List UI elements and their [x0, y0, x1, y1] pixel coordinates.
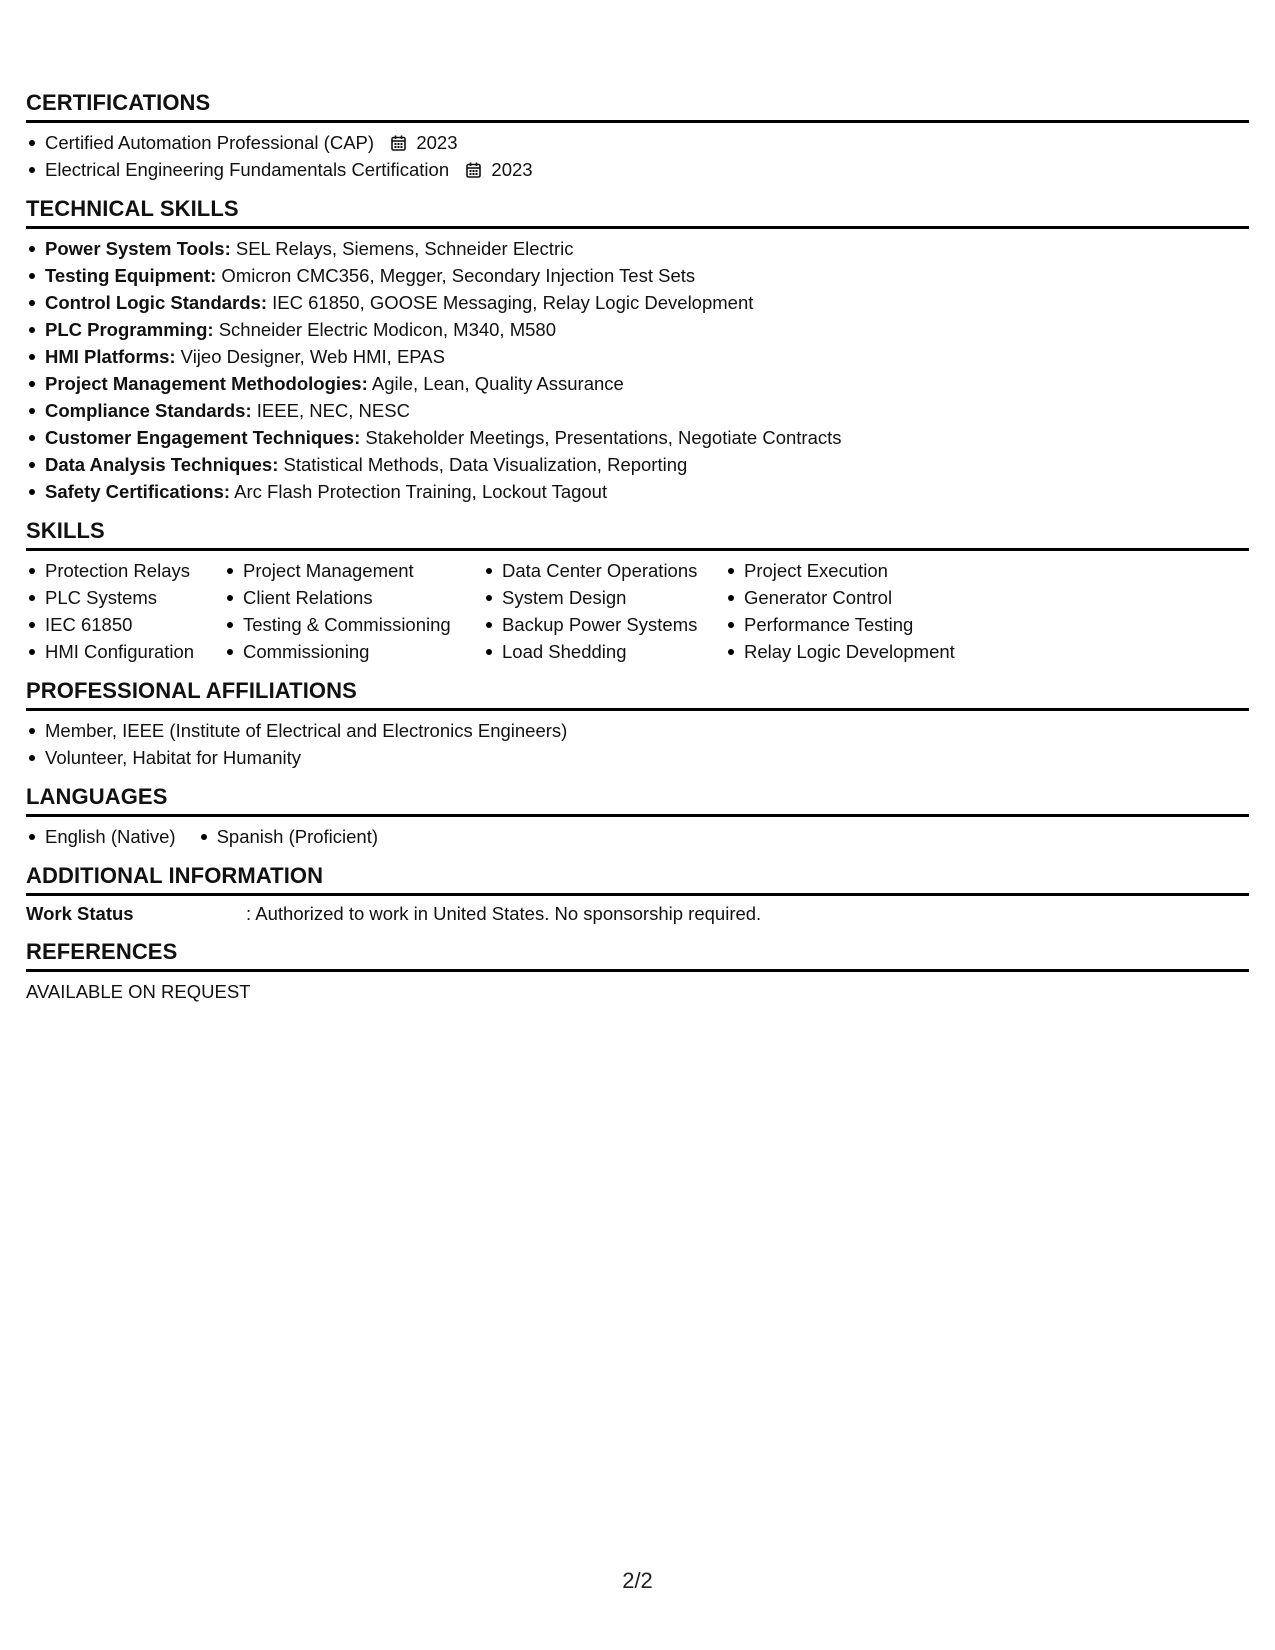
skill-value: Schneider Electric Modicon, M340, M580 — [213, 319, 556, 340]
skill-item: Project Management — [224, 557, 465, 584]
skill-label: Data Analysis Techniques: — [45, 454, 279, 475]
language-item: Spanish (Proficient) — [198, 823, 378, 850]
certification-name: Electrical Engineering Fundamentals Certification — [45, 159, 450, 180]
references-section — [26, 939, 1249, 1004]
skill-value: IEEE, NEC, NESC — [251, 400, 410, 421]
technical-skill-item — [26, 397, 1249, 424]
references-title: REFERENCES — [26, 939, 1249, 972]
certifications-list — [26, 129, 1249, 183]
skill-item: Testing & Commissioning — [224, 611, 465, 638]
languages-section — [26, 784, 1249, 850]
technical-skill-item — [26, 289, 1249, 316]
skill-value: Omicron CMC356, Megger, Secondary Injection Test Sets — [216, 265, 696, 286]
skill-item: Relay Logic Development — [725, 638, 985, 665]
skill-item: HMI Configuration — [26, 638, 206, 665]
skill-item: Data Center Operations — [483, 557, 707, 584]
technical-skills-title: TECHNICAL SKILLS — [26, 196, 1249, 229]
references-text: AVAILABLE ON REQUEST — [26, 981, 251, 1002]
resume-page — [26, 90, 1249, 1017]
skill-item: IEC 61850 — [26, 611, 206, 638]
skill-item: Load Shedding — [483, 638, 707, 665]
certification-item — [26, 129, 1249, 156]
skills-column — [725, 557, 985, 665]
technical-skills-section — [26, 196, 1249, 505]
additional-info-title: ADDITIONAL INFORMATION — [26, 863, 1249, 896]
skill-label: Control Logic Standards: — [45, 292, 267, 313]
skill-value: SEL Relays, Siemens, Schneider Electric — [230, 238, 574, 259]
skill-label: HMI Platforms: — [45, 346, 176, 367]
skills-column — [483, 557, 707, 665]
skill-label: Customer Engagement Techniques: — [45, 427, 361, 448]
skill-item: Client Relations — [224, 584, 465, 611]
skill-item: Project Execution — [725, 557, 985, 584]
skill-value: Vijeo Designer, Web HMI, EPAS — [175, 346, 445, 367]
certifications-title: CERTIFICATIONS — [26, 90, 1249, 123]
language-item: English (Native) — [26, 823, 176, 850]
technical-skill-item — [26, 370, 1249, 397]
skill-label: PLC Programming: — [45, 319, 214, 340]
skill-label: Testing Equipment: — [45, 265, 217, 286]
skills-title: SKILLS — [26, 518, 1249, 551]
skill-value: Agile, Lean, Quality Assurance — [367, 373, 624, 394]
skill-value: Arc Flash Protection Training, Lockout Tagout — [230, 481, 608, 502]
skill-value: Stakeholder Meetings, Presentations, Negotiate Contracts — [360, 427, 842, 448]
affiliations-title: PROFESSIONAL AFFILIATIONS — [26, 678, 1249, 711]
skill-label: Safety Certifications: — [45, 481, 231, 502]
skill-item: PLC Systems — [26, 584, 206, 611]
technical-skill-item — [26, 451, 1249, 478]
additional-info-section — [26, 863, 1249, 926]
technical-skills-list — [26, 235, 1249, 505]
skill-item: Commissioning — [224, 638, 465, 665]
technical-skill-item — [26, 262, 1249, 289]
skills-column — [26, 557, 206, 665]
skill-label: Compliance Standards: — [45, 400, 252, 421]
work-status-value: : Authorized to work in United States. No sponsorship required. — [246, 903, 762, 924]
technical-skill-item — [26, 478, 1249, 505]
skills-section — [26, 518, 1249, 665]
certification-year: 2023 — [491, 159, 533, 180]
skill-label: Power System Tools: — [45, 238, 231, 259]
certifications-section — [26, 90, 1249, 183]
page-number: 2/2 — [622, 1568, 653, 1593]
affiliations-list — [26, 717, 1249, 771]
technical-skill-item — [26, 343, 1249, 370]
work-status-label: Work Status — [26, 903, 134, 924]
skill-label: Project Management Methodologies: — [45, 373, 368, 394]
skill-item: Backup Power Systems — [483, 611, 707, 638]
calendar-icon — [391, 135, 406, 151]
skill-item: Protection Relays — [26, 557, 206, 584]
skill-item: System Design — [483, 584, 707, 611]
technical-skill-item — [26, 235, 1249, 262]
affiliation-item: Volunteer, Habitat for Humanity — [26, 744, 1249, 771]
work-status-row — [26, 902, 1249, 926]
certification-name: Certified Automation Professional (CAP) — [45, 132, 375, 153]
languages-title: LANGUAGES — [26, 784, 1249, 817]
skill-item: Generator Control — [725, 584, 985, 611]
skill-value: IEC 61850, GOOSE Messaging, Relay Logic Development — [267, 292, 754, 313]
affiliation-item: Member, IEEE (Institute of Electrical and Electronics Engineers) — [26, 717, 1249, 744]
certification-item — [26, 156, 1249, 183]
skills-grid — [26, 557, 1249, 665]
technical-skill-item — [26, 316, 1249, 343]
languages-list — [26, 823, 1249, 850]
certification-year: 2023 — [416, 132, 458, 153]
skill-value: Statistical Methods, Data Visualization, Reporting — [278, 454, 688, 475]
calendar-icon — [466, 162, 481, 178]
technical-skill-item — [26, 424, 1249, 451]
skill-item: Performance Testing — [725, 611, 985, 638]
skills-column — [224, 557, 465, 665]
affiliations-section — [26, 678, 1249, 771]
